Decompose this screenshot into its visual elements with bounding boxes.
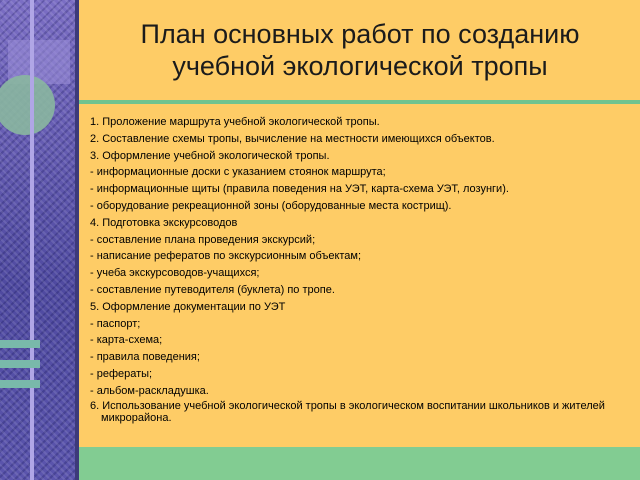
content-line: - написание рефератов по экскурсионным объектам; xyxy=(90,250,362,263)
content-line: - составление плана проведения экскурсий; xyxy=(90,233,316,246)
content-line: 1. Проложение маршрута учебной экологической тропы. xyxy=(90,116,380,128)
content-line: - правила поведения; xyxy=(90,351,200,364)
decorative-circle xyxy=(0,75,55,135)
decorative-bar xyxy=(0,360,40,368)
slide-content xyxy=(90,114,625,424)
content-line: 5. Оформление документации по УЭТ xyxy=(90,300,286,313)
content-line: - учеба экскурсоводов-учащихся; xyxy=(90,267,260,280)
content-line: - информационные щиты (правила поведения на УЭТ, карта-схема УЭТ, лозунги). xyxy=(90,183,509,196)
content-line: - альбом-раскладушка. xyxy=(90,384,209,397)
content-line: 6. Использование учебной экологической тропы в экологическом воспитании школьников и жителей микрорайона. xyxy=(90,399,605,424)
content-line: 4. Подготовка экскурсоводов xyxy=(90,216,238,229)
content-line: - паспорт; xyxy=(90,317,141,330)
content-line: 3. Оформление учебной экологической тропы. xyxy=(90,149,330,162)
content-line: - оборудование рекреационной зоны (оборудованные места кострищ). xyxy=(90,199,452,212)
title-line-1: План основных работ по созданию xyxy=(140,19,580,49)
slide-title xyxy=(80,18,640,82)
content-line: - информационные доски с указанием стоянок маршрута; xyxy=(90,166,386,179)
decorative-bar xyxy=(0,380,40,388)
sidebar-divider xyxy=(75,0,79,480)
decorative-bar xyxy=(0,340,40,348)
title-divider xyxy=(79,100,640,104)
content-line: - рефераты; xyxy=(90,367,153,380)
content-line: - составление путеводителя (буклета) по тропе. xyxy=(90,283,335,296)
decorative-stripe xyxy=(30,0,34,480)
content-line: 2. Составление схемы тропы, вычисление на местности имеющихся объектов. xyxy=(90,132,495,145)
bottom-strip xyxy=(79,447,640,480)
title-line-2: учебной экологической тропы xyxy=(172,51,548,81)
decorative-sidebar xyxy=(0,0,75,480)
content-line: - карта-схема; xyxy=(90,334,163,347)
